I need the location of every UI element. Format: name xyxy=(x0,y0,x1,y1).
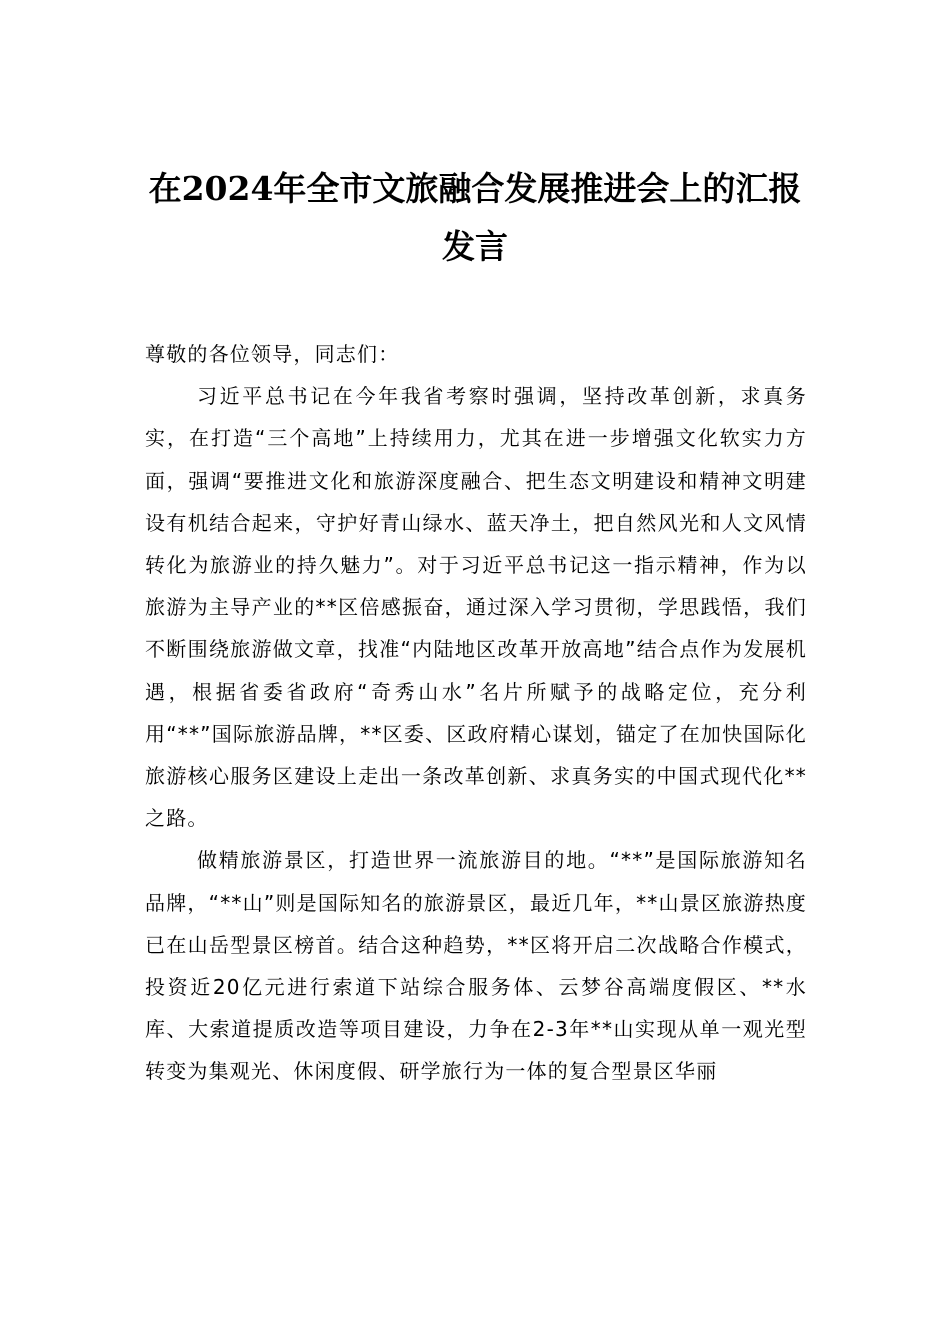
paragraph: 习近平总书记在今年我省考察时强调，坚持改革创新，求真务实，在打造“三个高地”上持续用力，尤其在进一步增强文化软实力方面，强调“要推进文化和旅游深度融合、把生态文明建设和精神文明建设有机结合起来，守护好青山绿水、蓝天净土，把自然风光和人文风情转化为旅游业的持久魅力”。对于习近平总书记这一指示精神，作为以旅游为主导产业的**区倍感振奋，通过深入学习贯彻，学思践悟，我们不断围绕旅游做文章，找准“内陆地区改革开放高地”结合点作为发展机遇，根据省委省政府“奇秀山水”名片所赋予的战略定位，充分利用“**”国际旅游品牌，**区委、区政府精心谋划，锚定了在加快国际化旅游核心服务区建设上走出一条改革创新、求真务实的中国式现代化**之路。 xyxy=(145,384,807,831)
document-body xyxy=(145,333,807,1093)
paragraph: 做精旅游景区，打造世界一流旅游目的地。“**”是国际旅游知名品牌，“**山”则是国际知名的旅游景区，最近几年，**山景区旅游热度已在山岳型景区榜首。结合这种趋势，**区将开启二次战略合作模式，投资近20亿元进行索道下站综合服务体、云梦谷高端度假区、**水库、大索道提质改造等项目建设，力争在2-3年**山实现从单一观光型转变为集观光、休闲度假、研学旅行为一体的复合型景区华丽 xyxy=(145,848,807,1084)
salutation: 尊敬的各位领导，同志们： xyxy=(145,342,400,366)
document-title: 在2024年全市文旅融合发展推进会上的汇报发言 xyxy=(148,169,802,266)
